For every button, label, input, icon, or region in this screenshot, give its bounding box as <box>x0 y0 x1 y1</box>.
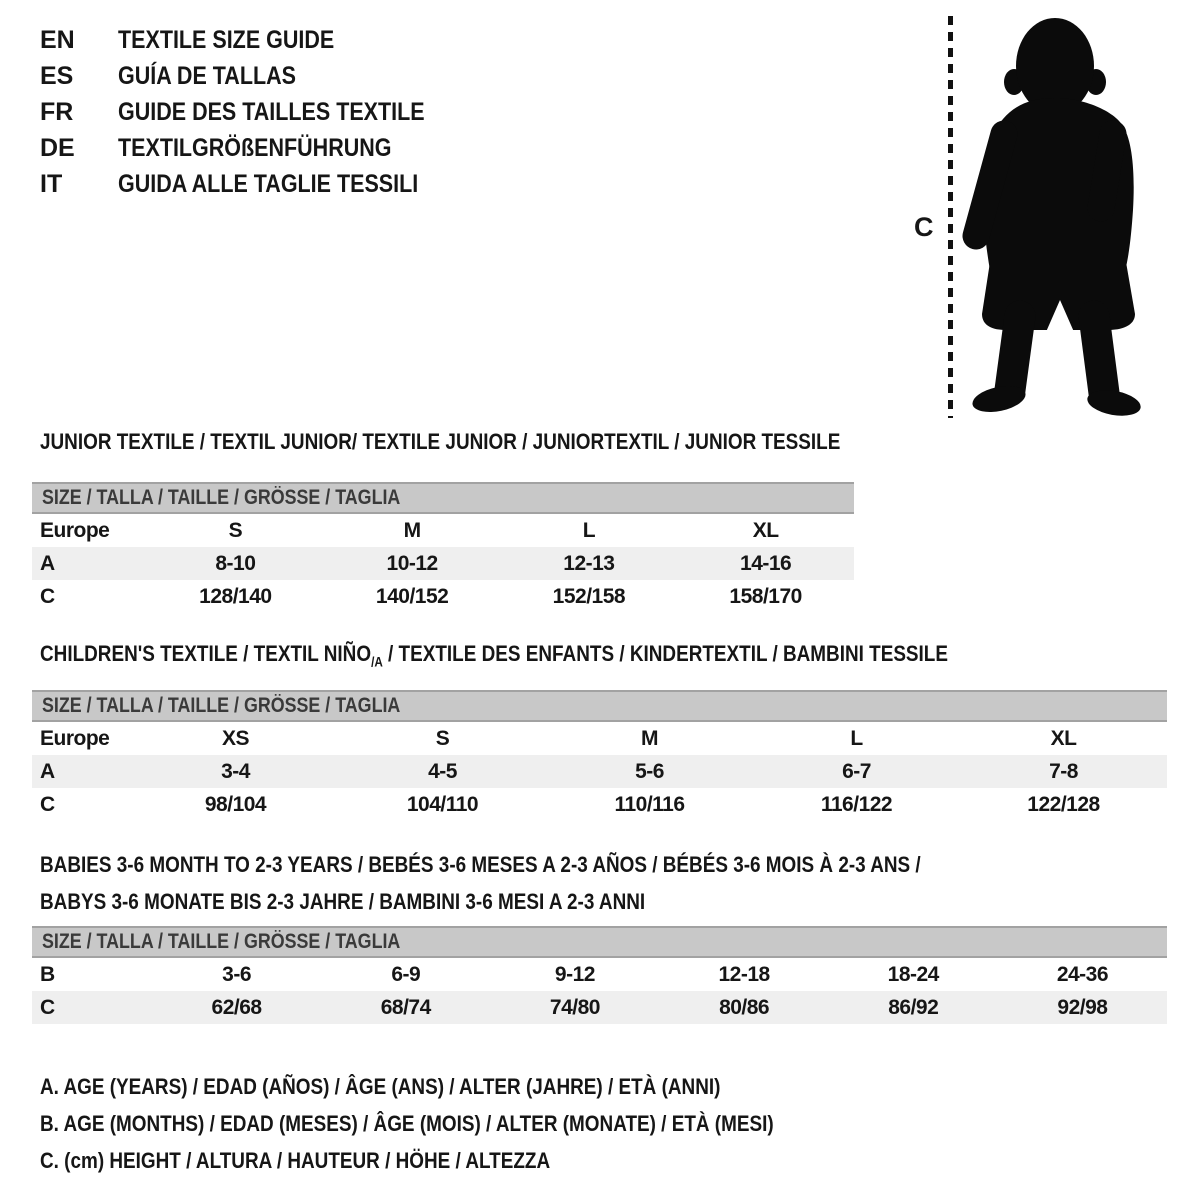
table-cell: 24-36 <box>1056 962 1109 986</box>
table-row <box>32 788 1167 821</box>
table-cell: L <box>582 518 596 542</box>
legend-text: B. AGE (MONTHS) / EDAD (MESES) / ÂGE (MOIS) / ALTER (MONATE) / ETÀ (MESI) <box>40 1110 774 1136</box>
table-row <box>32 547 854 580</box>
lang-row-en <box>40 22 475 58</box>
legend-text: C. (cm) HEIGHT / ALTURA / HAUTEUR / HÖHE / ALTEZZA <box>40 1147 551 1173</box>
size-header-bar <box>32 690 1167 722</box>
table-cell: 6-9 <box>391 962 421 986</box>
lang-code: IT <box>40 169 63 198</box>
lang-title: TEXTILGRÖßENFÜHRUNG <box>118 133 392 162</box>
table-cell: XL <box>752 518 779 542</box>
size-header-text: SIZE / TALLA / TAILLE / GRÖSSE / TAGLIA <box>42 930 401 953</box>
legend-text: A. AGE (YEARS) / EDAD (AÑOS) / ÂGE (ANS) / ALTER (JAHRE) / ETÀ (ANNI) <box>40 1073 721 1099</box>
table-cell: 62/68 <box>211 995 262 1019</box>
table-cell: 5-6 <box>635 759 664 783</box>
silhouette-part <box>1010 316 1020 390</box>
table-cell: 110/116 <box>614 792 685 816</box>
table-cell: S <box>228 518 243 542</box>
size-header-bar <box>32 926 1167 958</box>
language-title-list <box>40 22 475 202</box>
lang-code: FR <box>40 97 74 126</box>
section-heading-children <box>40 640 1096 676</box>
lang-code: EN <box>40 25 75 54</box>
table-cell: 116/122 <box>820 792 893 816</box>
table-row <box>32 958 1167 991</box>
height-measure-label: C <box>914 212 934 242</box>
lang-title: TEXTILE SIZE GUIDE <box>118 25 335 54</box>
table-row <box>32 722 1167 755</box>
table-cell: 10-12 <box>386 551 438 575</box>
row-label: Europe <box>40 518 110 542</box>
table-cell: 9-12 <box>554 962 595 986</box>
size-header-text: SIZE / TALLA / TAILLE / GRÖSSE / TAGLIA <box>42 486 401 509</box>
table-cell: S <box>435 726 450 750</box>
size-header-bar <box>32 482 854 514</box>
table-cell: 86/92 <box>888 995 939 1019</box>
table-cell: 152/158 <box>552 584 626 608</box>
table-cell: 68/74 <box>380 995 431 1019</box>
table-cell: 6-7 <box>842 759 871 783</box>
toddler-silhouette-image <box>962 14 1152 419</box>
table-cell: 122/128 <box>1027 792 1100 816</box>
table-body <box>32 722 1167 821</box>
table-row <box>32 580 854 613</box>
table-cell: XL <box>1050 726 1077 750</box>
section-heading-text: BABIES 3-6 MONTH TO 2-3 YEARS / BEBÉS 3-6 MESES A 2-3 AÑOS / BÉBÉS 3-6 MOIS À 2-3 ANS / <box>40 852 921 877</box>
lang-code: ES <box>40 61 74 90</box>
table-cell: 74/80 <box>549 995 600 1019</box>
silhouette-part <box>1094 316 1104 393</box>
table-body <box>32 958 1167 1024</box>
table-cell: 8-10 <box>215 551 256 575</box>
table-cell: 3-6 <box>222 962 252 986</box>
table-row <box>32 755 1167 788</box>
children-size-table <box>32 690 1167 821</box>
row-label: C <box>40 792 55 816</box>
section-heading-text: JUNIOR TEXTILE / TEXTIL JUNIOR/ TEXTILE JUNIOR / JUNIORTEXTIL / JUNIOR TESSILE <box>40 429 841 454</box>
heading-subscript: /A <box>371 654 383 670</box>
table-cell: 80/86 <box>719 995 770 1019</box>
table-cell: 98/104 <box>204 792 267 816</box>
heading-prefix: CHILDREN'S TEXTILE / TEXTIL NIÑO <box>40 641 372 666</box>
table-row <box>32 991 1167 1024</box>
table-cell: 12-18 <box>718 962 770 986</box>
lang-title: GUÍA DE TALLAS <box>118 61 296 90</box>
junior-size-table <box>32 482 854 613</box>
legend-line-b <box>40 1105 893 1142</box>
legend-line-c <box>40 1142 893 1179</box>
table-cell: L <box>850 726 863 750</box>
row-label: B <box>40 962 55 986</box>
row-label: A <box>40 759 55 783</box>
measurement-legend <box>40 1068 893 1179</box>
table-cell: 14-16 <box>740 551 792 575</box>
table-cell: 4-5 <box>428 759 457 783</box>
lang-code: DE <box>40 133 75 162</box>
lang-row-fr <box>40 94 475 130</box>
table-cell: 7-8 <box>1049 759 1078 783</box>
row-label: A <box>40 551 55 575</box>
row-label: Europe <box>40 726 110 750</box>
table-row <box>32 514 854 547</box>
row-label: C <box>40 995 55 1019</box>
table-cell: 12-13 <box>563 551 615 575</box>
silhouette-part <box>1101 134 1113 208</box>
heading-suffix: / TEXTILE DES ENFANTS / KINDERTEXTIL / BAMBINI TESSILE <box>382 641 948 666</box>
section-heading-junior <box>40 428 971 456</box>
lang-title: GUIDE DES TAILLES TEXTILE <box>118 97 425 126</box>
table-cell: M <box>641 726 658 750</box>
table-cell: M <box>403 518 421 542</box>
table-cell: 3-4 <box>221 759 250 783</box>
table-body <box>32 514 854 613</box>
size-header-text: SIZE / TALLA / TAILLE / GRÖSSE / TAGLIA <box>42 694 401 717</box>
height-measure-dashed-line <box>948 16 953 418</box>
table-cell: 158/170 <box>729 584 802 608</box>
table-cell: 92/98 <box>1057 995 1108 1019</box>
section-heading-text: BABYS 3-6 MONATE BIS 2-3 JAHRE / BAMBINI 3-6 MESI A 2-3 ANNI <box>40 889 646 914</box>
lang-row-es <box>40 58 475 94</box>
legend-line-a <box>40 1068 893 1105</box>
table-cell: 104/110 <box>406 792 479 816</box>
babies-size-table <box>32 926 1167 1024</box>
table-cell: 128/140 <box>199 584 272 608</box>
table-cell: XS <box>221 726 249 750</box>
lang-row-de <box>40 130 475 166</box>
section-heading-babies <box>40 846 1064 920</box>
row-label: C <box>40 584 55 608</box>
lang-row-it <box>40 166 475 202</box>
section-heading-text <box>40 640 948 676</box>
lang-title: GUIDA ALLE TAGLIE TESSILI <box>118 169 419 198</box>
table-cell: 140/152 <box>375 584 449 608</box>
table-cell: 18-24 <box>887 962 939 986</box>
